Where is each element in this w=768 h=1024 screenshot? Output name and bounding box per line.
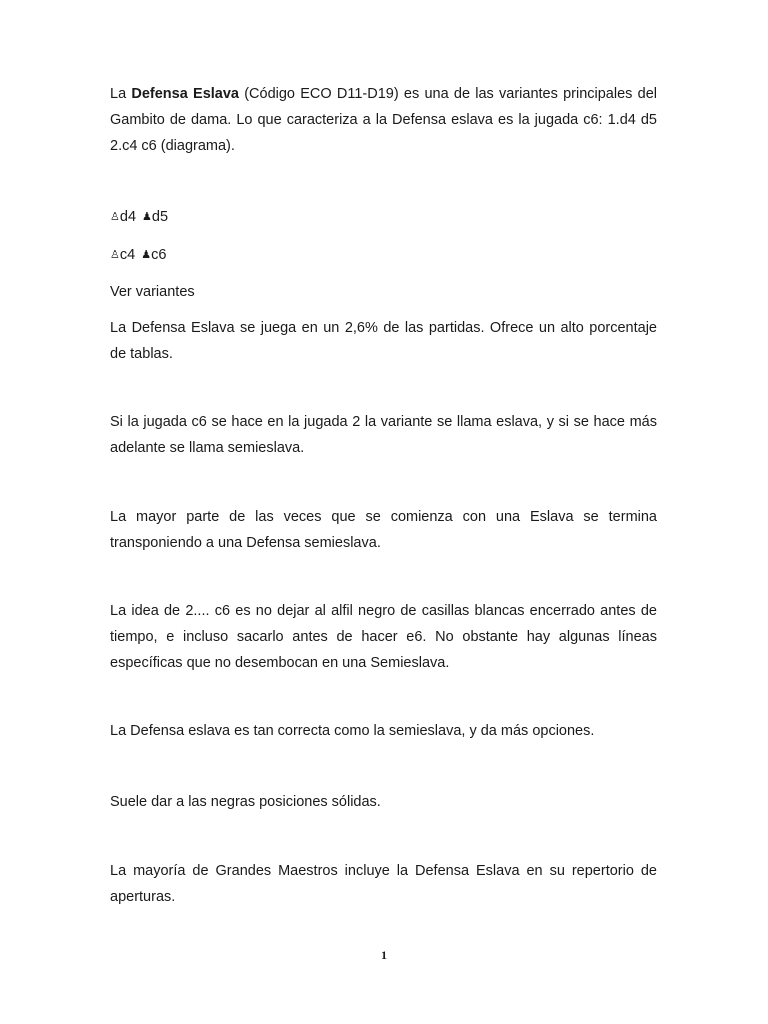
paragraph: La Defensa eslava es tan correcta como la semieslava, y da más opciones. (110, 723, 595, 739)
move-line (110, 207, 168, 227)
black-pawn-icon: ♟ (141, 248, 152, 261)
white-pawn-icon: ♙ (110, 210, 120, 223)
see-variants-text: Ver variantes (110, 284, 195, 300)
paragraph: La idea de 2.... c6 es no dejar al alfil negro de casillas blancas encerrado antes de tiempo, e incluso sacarlo antes de hacer e6. No obstante hay algunas líneas específicas que no desembocan en una Semieslava. (110, 603, 657, 671)
white-move: c4 (119, 247, 136, 263)
paragraph: La mayoría de Grandes Maestros incluye la Defensa Eslava en su repertorio de aperturas. (110, 863, 657, 905)
paragraph: Si la jugada c6 se hace en la jugada 2 la variante se llama eslava, y si se hace más adelante se llama semieslava. (110, 414, 657, 456)
intro-prefix: La (110, 86, 132, 102)
intro-term: Defensa Eslava (131, 86, 239, 102)
intro-paragraph (110, 81, 657, 159)
black-move: d5 (151, 209, 169, 225)
paragraph: La Defensa Eslava se juega en un 2,6% de las partidas. Ofrece un alto porcentaje de tablas. (110, 320, 657, 362)
black-move: c6 (151, 247, 167, 263)
white-pawn-icon: ♙ (110, 248, 120, 261)
white-move: d4 (119, 209, 137, 225)
intro-rest: (Código ECO D11-D19) es una de las variantes principales del Gambito de dama. Lo que caracteriza a la Defensa eslava es la jugada c6: 1.d4 d5 2.c4 c6 (diagrama). (110, 86, 657, 154)
move-line (110, 245, 166, 265)
black-pawn-icon: ♟ (142, 210, 152, 223)
paragraph: Suele dar a las negras posiciones sólidas. (110, 794, 381, 810)
paragraph: La mayor parte de las veces que se comienza con una Eslava se termina transponiendo a una Defensa semieslava. (110, 509, 657, 551)
page-number: 1 (381, 948, 387, 962)
